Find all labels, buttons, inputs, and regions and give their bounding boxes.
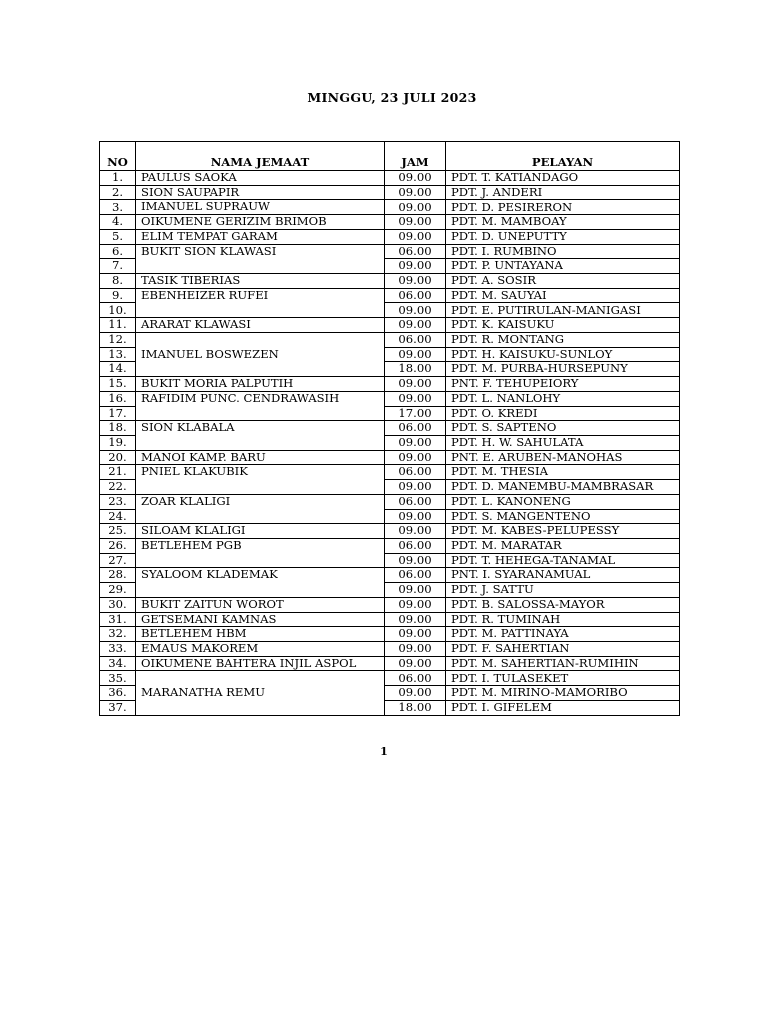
cell-nama-jemaat: IMANUEL SUPRAUW (136, 200, 385, 215)
cell-no: 35. (100, 671, 136, 686)
table-row (100, 215, 680, 230)
cell-jam: 18.00 (385, 700, 446, 715)
cell-jam: 09.00 (385, 185, 446, 200)
cell-no: 21. (100, 465, 136, 480)
cell-jam: 09.00 (385, 200, 446, 215)
cell-pelayan: PDT. A. SOSIR (446, 274, 680, 289)
cell-no: 4. (100, 215, 136, 230)
cell-pelayan: PDT. D. PESIRERON (446, 200, 680, 215)
cell-pelayan: PDT. M. PURBA-HURSEPUNY (446, 362, 680, 377)
cell-pelayan: PDT. I. TULASEKET (446, 671, 680, 686)
cell-pelayan: PDT. J. ANDERI (446, 185, 680, 200)
table-row (100, 185, 680, 200)
cell-jam: 09.00 (385, 686, 446, 701)
cell-nama-jemaat: ARARAT KLAWASI (136, 318, 385, 333)
cell-jam: 06.00 (385, 465, 446, 480)
schedule-table (99, 141, 680, 716)
cell-pelayan: PDT. L. KANONENG (446, 494, 680, 509)
cell-jam: 09.00 (385, 303, 446, 318)
cell-pelayan: PDT. M. THESIA (446, 465, 680, 480)
cell-pelayan: PDT. D. MANEMBU-MAMBRASAR (446, 480, 680, 495)
cell-nama-jemaat: PNIEL KLAKUBIK (136, 465, 385, 494)
cell-no: 30. (100, 597, 136, 612)
cell-no: 6. (100, 244, 136, 259)
cell-jam: 09.00 (385, 274, 446, 289)
header-pelayan: PELAYAN (446, 142, 680, 171)
cell-pelayan: PDT. M. MAMBOAY (446, 215, 680, 230)
cell-no: 11. (100, 318, 136, 333)
cell-no: 9. (100, 288, 136, 303)
table-row (100, 171, 680, 186)
cell-no: 26. (100, 538, 136, 553)
cell-pelayan: PDT. L. NANLOHY (446, 391, 680, 406)
cell-no: 37. (100, 700, 136, 715)
cell-nama-jemaat: PAULUS SAOKA (136, 171, 385, 186)
cell-nama-jemaat: SION KLABALA (136, 421, 385, 450)
cell-nama-jemaat: ELIM TEMPAT GARAM (136, 229, 385, 244)
table-header-row (100, 142, 680, 171)
header-no: NO (100, 142, 136, 171)
cell-jam: 09.00 (385, 318, 446, 333)
cell-no: 16. (100, 391, 136, 406)
cell-pelayan: PDT. M. MIRINO-MAMORIBO (446, 686, 680, 701)
cell-no: 22. (100, 480, 136, 495)
table-row (100, 229, 680, 244)
cell-nama-jemaat: BUKIT ZAITUN WOROT (136, 597, 385, 612)
cell-no: 29. (100, 583, 136, 598)
cell-nama-jemaat: SYALOOM KLADEMAK (136, 568, 385, 597)
cell-no: 10. (100, 303, 136, 318)
cell-no: 17. (100, 406, 136, 421)
cell-jam: 09.00 (385, 583, 446, 598)
cell-pelayan: PDT. M. SAUYAI (446, 288, 680, 303)
cell-no: 31. (100, 612, 136, 627)
page-number: 1 (380, 745, 388, 758)
header-nama-jemaat: NAMA JEMAAT (136, 142, 385, 171)
cell-jam: 09.00 (385, 391, 446, 406)
table-row (100, 377, 680, 392)
cell-jam: 18.00 (385, 362, 446, 377)
cell-jam: 09.00 (385, 509, 446, 524)
cell-no: 8. (100, 274, 136, 289)
cell-no: 23. (100, 494, 136, 509)
cell-nama-jemaat: EMAUS MAKOREM (136, 642, 385, 657)
cell-nama-jemaat: GETSEMANI KAMNAS (136, 612, 385, 627)
table-row (100, 494, 680, 509)
cell-no: 34. (100, 656, 136, 671)
cell-nama-jemaat: MARANATHA REMU (136, 671, 385, 715)
table-row (100, 538, 680, 553)
cell-nama-jemaat: SION SAUPAPIR (136, 185, 385, 200)
cell-jam: 09.00 (385, 347, 446, 362)
cell-no: 15. (100, 377, 136, 392)
cell-pelayan: PDT. S. MANGENTENO (446, 509, 680, 524)
cell-jam: 09.00 (385, 215, 446, 230)
cell-nama-jemaat: BUKIT MORIA PALPUTIH (136, 377, 385, 392)
table-row (100, 612, 680, 627)
table-row (100, 200, 680, 215)
table-row (100, 656, 680, 671)
cell-nama-jemaat: OIKUMENE GERIZIM BRIMOB (136, 215, 385, 230)
cell-pelayan: PDT. T. KATIANDAGO (446, 171, 680, 186)
cell-no: 28. (100, 568, 136, 583)
table-row (100, 274, 680, 289)
cell-no: 25. (100, 524, 136, 539)
cell-pelayan: PNT. I. SYARANAMUAL (446, 568, 680, 583)
table-row (100, 332, 680, 347)
table-row (100, 391, 680, 406)
cell-pelayan: PDT. T. HEHEGA-TANAMAL (446, 553, 680, 568)
cell-no: 14. (100, 362, 136, 377)
cell-jam: 09.00 (385, 480, 446, 495)
cell-jam: 09.00 (385, 450, 446, 465)
cell-no: 5. (100, 229, 136, 244)
cell-no: 18. (100, 421, 136, 436)
table-row (100, 318, 680, 333)
cell-jam: 17.00 (385, 406, 446, 421)
table-row (100, 627, 680, 642)
cell-pelayan: PDT. P. UNTAYANA (446, 259, 680, 274)
cell-jam: 06.00 (385, 244, 446, 259)
cell-pelayan: PNT. E. ARUBEN-MANOHAS (446, 450, 680, 465)
table-row (100, 524, 680, 539)
cell-jam: 09.00 (385, 377, 446, 392)
cell-nama-jemaat: TASIK TIBERIAS (136, 274, 385, 289)
cell-jam: 06.00 (385, 332, 446, 347)
cell-jam: 09.00 (385, 171, 446, 186)
cell-jam: 09.00 (385, 435, 446, 450)
header-jam: JAM (385, 142, 446, 171)
cell-nama-jemaat: IMANUEL BOSWEZEN (136, 332, 385, 376)
cell-jam: 06.00 (385, 494, 446, 509)
cell-pelayan: PDT. O. KREDI (446, 406, 680, 421)
cell-nama-jemaat: EBENHEIZER RUFEI (136, 288, 385, 317)
cell-nama-jemaat: OIKUMENE BAHTERA INJIL ASPOL (136, 656, 385, 671)
page-title: MINGGU, 23 JULI 2023 (307, 90, 477, 105)
cell-pelayan: PDT. K. KAISUKU (446, 318, 680, 333)
cell-nama-jemaat: BUKIT SION KLAWASI (136, 244, 385, 273)
cell-jam: 09.00 (385, 553, 446, 568)
table-row (100, 465, 680, 480)
cell-pelayan: PDT. R. TUMINAH (446, 612, 680, 627)
cell-pelayan: PDT. M. MARATAR (446, 538, 680, 553)
cell-pelayan: PDT. M. KABES-PELUPESSY (446, 524, 680, 539)
table-row (100, 421, 680, 436)
cell-pelayan: PDT. E. PUTIRULAN-MANIGASI (446, 303, 680, 318)
table-row (100, 450, 680, 465)
table-body (100, 171, 680, 716)
cell-pelayan: PDT. I. RUMBINO (446, 244, 680, 259)
table-row (100, 568, 680, 583)
cell-pelayan: PDT. M. PATTINAYA (446, 627, 680, 642)
cell-jam: 06.00 (385, 671, 446, 686)
cell-no: 7. (100, 259, 136, 274)
cell-pelayan: PDT. F. SAHERTIAN (446, 642, 680, 657)
cell-no: 19. (100, 435, 136, 450)
cell-no: 27. (100, 553, 136, 568)
cell-pelayan: PDT. D. UNEPUTTY (446, 229, 680, 244)
cell-no: 24. (100, 509, 136, 524)
table-row (100, 642, 680, 657)
cell-jam: 06.00 (385, 568, 446, 583)
table-row (100, 244, 680, 259)
cell-nama-jemaat: ZOAR KLALIGI (136, 494, 385, 523)
cell-pelayan: PDT. H. W. SAHULATA (446, 435, 680, 450)
cell-jam: 09.00 (385, 642, 446, 657)
cell-pelayan: PDT. H. KAISUKU-SUNLOY (446, 347, 680, 362)
table-row (100, 597, 680, 612)
cell-no: 12. (100, 332, 136, 347)
cell-pelayan: PDT. M. SAHERTIAN-RUMIHIN (446, 656, 680, 671)
cell-pelayan: PDT. R. MONTANG (446, 332, 680, 347)
cell-jam: 09.00 (385, 229, 446, 244)
cell-jam: 06.00 (385, 421, 446, 436)
cell-no: 36. (100, 686, 136, 701)
cell-no: 3. (100, 200, 136, 215)
cell-jam: 09.00 (385, 656, 446, 671)
cell-nama-jemaat: MANOI KAMP. BARU (136, 450, 385, 465)
cell-pelayan: PDT. J. SATTU (446, 583, 680, 598)
cell-no: 1. (100, 171, 136, 186)
cell-no: 20. (100, 450, 136, 465)
cell-jam: 09.00 (385, 597, 446, 612)
cell-nama-jemaat: SILOAM KLALIGI (136, 524, 385, 539)
cell-jam: 09.00 (385, 627, 446, 642)
cell-jam: 09.00 (385, 524, 446, 539)
cell-jam: 06.00 (385, 288, 446, 303)
cell-jam: 09.00 (385, 259, 446, 274)
cell-pelayan: PDT. S. SAPTENO (446, 421, 680, 436)
cell-nama-jemaat: BETLEHEM HBM (136, 627, 385, 642)
cell-jam: 06.00 (385, 538, 446, 553)
cell-nama-jemaat: BETLEHEM PGB (136, 538, 385, 567)
cell-no: 32. (100, 627, 136, 642)
cell-pelayan: PDT. I. GIFELEM (446, 700, 680, 715)
table-row (100, 288, 680, 303)
cell-pelayan: PNT. F. TEHUPEIORY (446, 377, 680, 392)
table-row (100, 671, 680, 686)
cell-no: 2. (100, 185, 136, 200)
cell-jam: 09.00 (385, 612, 446, 627)
cell-no: 13. (100, 347, 136, 362)
cell-nama-jemaat: RAFIDIM PUNC. CENDRAWASIH (136, 391, 385, 420)
cell-no: 33. (100, 642, 136, 657)
cell-pelayan: PDT. B. SALOSSA-MAYOR (446, 597, 680, 612)
